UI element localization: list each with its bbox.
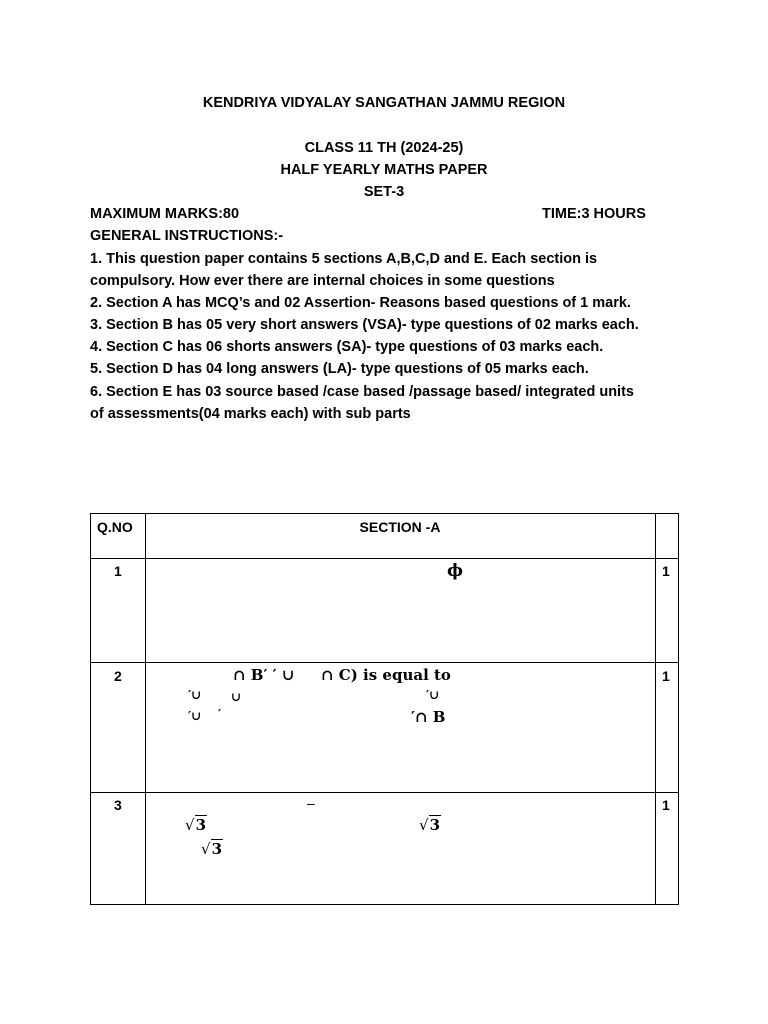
column-divider: [655, 514, 656, 904]
question-number: 2: [114, 668, 122, 684]
question-fragment: ϕ: [447, 561, 464, 581]
instruction-line: 3. Section B has 05 very short answers (VSA)- type questions of 02 marks each.: [90, 317, 639, 333]
question-fragment: ′: [218, 707, 222, 721]
sqrt-symbol: √3: [419, 816, 440, 834]
section-a-table: [90, 513, 679, 905]
org-title: KENDRIYA VIDYALAY SANGATHAN JAMMU REGION: [202, 95, 566, 111]
question-fragment: ′∪: [426, 688, 440, 702]
paper-title: HALF YEARLY MATHS PAPER: [280, 162, 488, 178]
class-title: CLASS 11 TH (2024-25): [304, 140, 464, 156]
sqrt-expression: [201, 840, 223, 858]
instruction-line: 2. Section A has MCQ’s and 02 Assertion- Reasons based questions of 1 mark.: [90, 295, 631, 311]
max-marks: MAXIMUM MARKS:80: [90, 206, 240, 222]
sqrt-expression: [419, 816, 441, 834]
instruction-line: 4. Section C has 06 shorts answers (SA)- type questions of 03 marks each.: [90, 339, 604, 355]
question-fragment: ∪: [231, 690, 242, 704]
instruction-line: compulsory. How ever there are internal choices in some questions: [90, 273, 555, 289]
instructions-title: GENERAL INSTRUCTIONS:-: [90, 228, 284, 244]
question-fragment: –: [307, 795, 315, 811]
question-fragment: ′∪: [188, 688, 202, 702]
set-title: SET-3: [363, 184, 405, 200]
question-number: 3: [114, 797, 122, 813]
row-divider: [91, 558, 678, 559]
instruction-line: 6. Section E has 03 source based /case based /passage based/ integrated units: [90, 384, 634, 400]
column-divider: [145, 514, 146, 904]
instruction-line: of assessments(04 marks each) with sub parts: [90, 406, 411, 422]
question-fragment: ′∩ B: [411, 708, 446, 726]
question-marks: 1: [662, 797, 670, 813]
question-fragment: ∩ C) is equal to: [321, 666, 451, 684]
sqrt-expression: [185, 816, 207, 834]
sqrt-symbol: √3: [185, 816, 206, 834]
question-fragment: ′∪: [188, 709, 202, 723]
question-marks: 1: [662, 563, 670, 579]
question-fragment: ∩ B′ ′ ∪: [233, 666, 295, 684]
time-allowed: TIME:3 HOURS: [542, 206, 646, 222]
header-qno: Q.NO: [97, 519, 133, 535]
question-number: 1: [114, 563, 122, 579]
instruction-line: 5. Section D has 04 long answers (LA)- type questions of 05 marks each.: [90, 361, 589, 377]
sqrt-symbol: √3: [201, 840, 222, 858]
question-marks: 1: [662, 668, 670, 684]
instruction-line: 1. This question paper contains 5 sections A,B,C,D and E. Each section is: [90, 251, 598, 267]
row-divider: [91, 662, 678, 663]
header-section: SECTION -A: [359, 519, 441, 535]
row-divider: [91, 792, 678, 793]
